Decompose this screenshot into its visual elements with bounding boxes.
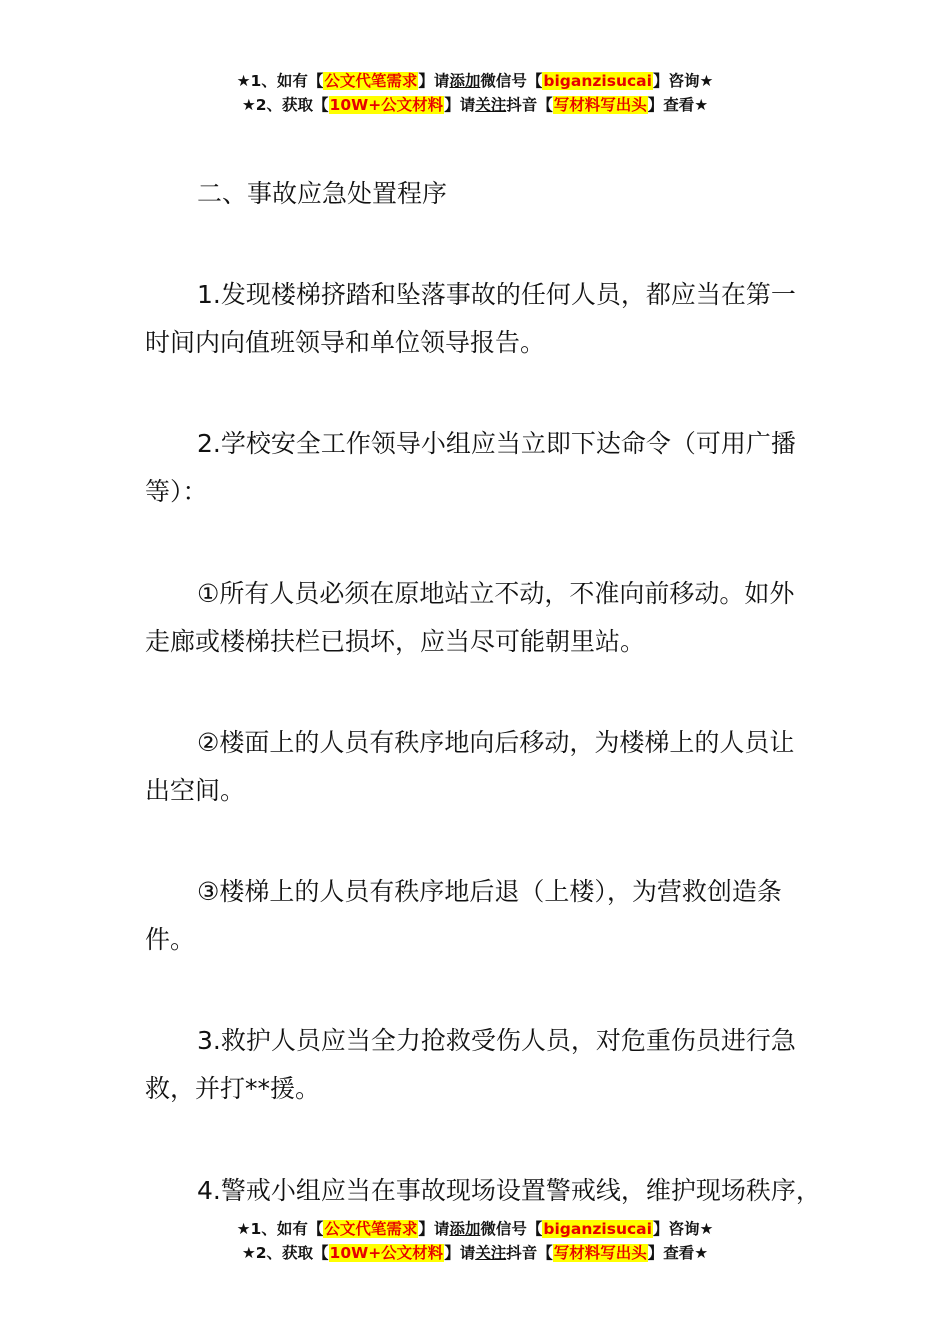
paragraph-step-1: 1.发现楼梯挤踏和坠落事故的任何人员，都应当在第一时间内向值班领导和单位领导报告。	[145, 280, 796, 357]
banner-text: ★1、如有【	[236, 1220, 324, 1238]
banner-text: 微信号【	[480, 1220, 543, 1238]
highlight-douyin-id: 写材料写出头	[553, 1244, 647, 1262]
section-heading: 二、事故应急处置程序	[197, 179, 448, 208]
highlight-materials: 10W+公文材料	[329, 1244, 444, 1262]
banner-text: ★2、获取【	[241, 96, 329, 114]
paragraph-sub-3: ③楼梯上的人员有秩序地后退（上楼），为营救创造条件。	[145, 877, 782, 954]
banner-text: 抖音【	[506, 96, 553, 114]
banner-line-2	[0, 93, 950, 117]
banner-text: 】查看★	[647, 96, 709, 114]
banner-text: 微信号【	[480, 72, 543, 90]
footer-banner	[0, 1217, 950, 1265]
header-banner	[0, 69, 950, 117]
paragraph-step-4: 4.警戒小组应当在事故现场设置警戒线，维护现场秩序，	[197, 1176, 821, 1205]
banner-text: 】查看★	[647, 1244, 709, 1262]
paragraph-sub-1: ①所有人员必须在原地站立不动，不准向前移动。如外走廊或楼梯扶栏已损坏，应当尽可能朝里站。	[145, 579, 795, 656]
banner-emphasis: 关注	[475, 96, 507, 114]
paragraph-step-2: 2.学校安全工作领导小组应当立即下达命令（可用广播等）：	[145, 429, 796, 506]
banner-text: 】请	[418, 1220, 450, 1238]
banner-text: 】咨询★	[652, 72, 714, 90]
banner-emphasis: 添加	[449, 72, 481, 90]
highlight-service: 公文代笔需求	[324, 1220, 418, 1238]
banner-text: 抖音【	[506, 1244, 553, 1262]
paragraph-sub-2: ②楼面上的人员有秩序地向后移动，为楼梯上的人员让出空间。	[145, 728, 795, 805]
banner-text: 】咨询★	[652, 1220, 714, 1238]
banner-line-2	[0, 1241, 950, 1265]
banner-text: ★1、如有【	[236, 72, 324, 90]
banner-text: 】请	[418, 72, 450, 90]
highlight-douyin-id: 写材料写出头	[553, 96, 647, 114]
highlight-materials: 10W+公文材料	[329, 96, 444, 114]
banner-emphasis: 关注	[475, 1244, 507, 1262]
banner-emphasis: 添加	[449, 1220, 481, 1238]
highlight-service: 公文代笔需求	[324, 72, 418, 90]
banner-line-1	[0, 69, 950, 93]
highlight-wechat-id: biganzisucai	[543, 72, 652, 90]
banner-text: 】请	[444, 96, 476, 114]
banner-text: ★2、获取【	[241, 1244, 329, 1262]
paragraph-step-3: 3.救护人员应当全力抢救受伤人员，对危重伤员进行急救，并打**援。	[145, 1026, 796, 1103]
banner-line-1	[0, 1217, 950, 1241]
banner-text: 】请	[444, 1244, 476, 1262]
highlight-wechat-id: biganzisucai	[543, 1220, 652, 1238]
